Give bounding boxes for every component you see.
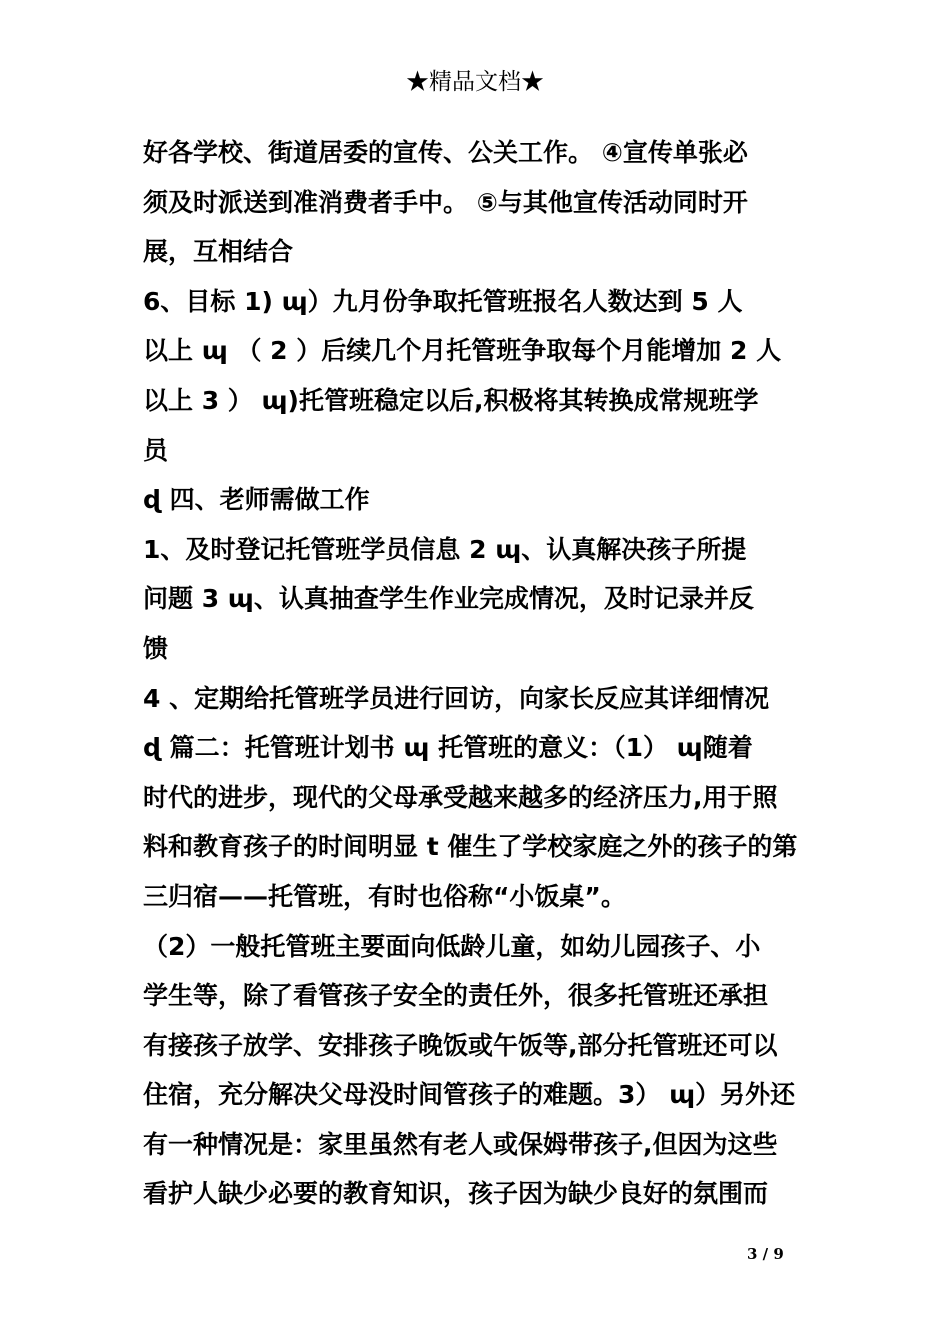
text-line: 住宿，充分解决父母没时间管孩子的难题。3） ɰ）另外还 [143, 1080, 796, 1110]
page-header-title: ★精品文档★ [406, 69, 544, 95]
text-line: 须及时派送到准消费者手中。 ⑤与其他宣传活动同时开 [143, 187, 748, 217]
section-heading: ɖ 四、老师需做工作 [143, 485, 370, 515]
text-line: 有接孩子放学、安排孩子晚饭或午饭等,部分托管班还可以 [143, 1030, 778, 1060]
text-line: 以上 ɰ （ 2 ）后续几个月托管班争取每个月能增加 2 人 [143, 336, 782, 366]
text-line: 以上 3 ） ɰ)托管班稳定以后,积极将其转换成常规班学 [143, 385, 759, 415]
text-line: （2）一般托管班主要面向低龄儿童，如幼儿园孩子、小 [143, 931, 761, 961]
text-line: 员 [143, 435, 169, 465]
text-line: 馈 [143, 633, 169, 663]
text-line: ɖ 篇二：托管班计划书 ɰ 托管班的意义：（1） ɰ随着 [143, 733, 753, 763]
text-line: 展，互相结合 [143, 237, 294, 267]
text-line: 有一种情况是：家里虽然有老人或保姆带孩子,但因为这些 [143, 1129, 778, 1159]
text-line: 学生等，除了看管孩子安全的责任外，很多托管班还承担 [143, 981, 769, 1011]
text-line: 4 、定期给托管班学员进行回访，向家长反应其详细情况 [143, 683, 770, 713]
text-line: 料和教育孩子的时间明显 t 催生了学校家庭之外的孩子的第 [143, 832, 798, 862]
text-line: 三归宿——托管班，有时也俗称“小饭桌”。 [143, 881, 626, 911]
text-line: 6、目标 1) ɰ）九月份争取托管班报名人数达到 5 人 [143, 286, 743, 316]
page-number: 3 / 9 [747, 1245, 784, 1263]
text-line: 问题 3 ɰ、认真抽查学生作业完成情况，及时记录并反 [143, 584, 754, 614]
text-line: 看护人缺少必要的教育知识，孩子因为缺少良好的氛围而 [143, 1179, 769, 1209]
document-body [143, 128, 809, 1219]
text-line: 好各学校、街道居委的宣传、公关工作。 ④宣传单张必 [143, 138, 748, 167]
text-line: 时代的进步，现代的父母承受越来越多的经济压力,用于照 [143, 782, 778, 812]
text-line: 1、及时登记托管班学员信息 2 ɰ、认真解决孩子所提 [143, 534, 747, 564]
